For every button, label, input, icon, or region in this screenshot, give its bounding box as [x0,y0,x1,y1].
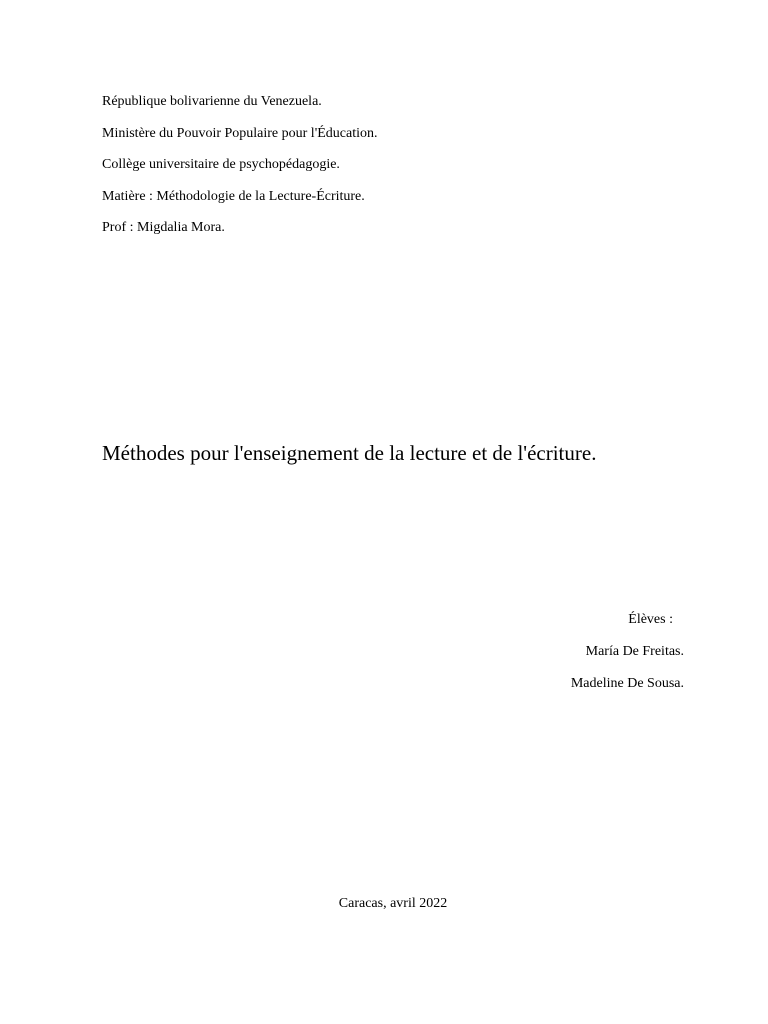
header-college: Collège universitaire de psychopédagogie. [102,157,340,172]
document-title: Méthodes pour l'enseignement de la lecture et de l'écriture. [102,441,597,465]
student-name: María De Freitas. [585,644,684,659]
header-country: République bolivarienne du Venezuela. [102,94,322,109]
institution-header [102,94,377,252]
header-subject: Matière : Méthodologie de la Lecture-Écriture. [102,188,365,204]
place-date: Caracas, avril 2022 [338,896,448,911]
header-ministry: Ministère du Pouvoir Populaire pour l'Éducation. [102,125,378,141]
student-name: Madeline De Sousa. [570,676,684,691]
header-professor: Prof : Migdalia Mora. [102,220,225,235]
students-heading: Élèves : [628,612,673,627]
students-block [571,612,684,708]
